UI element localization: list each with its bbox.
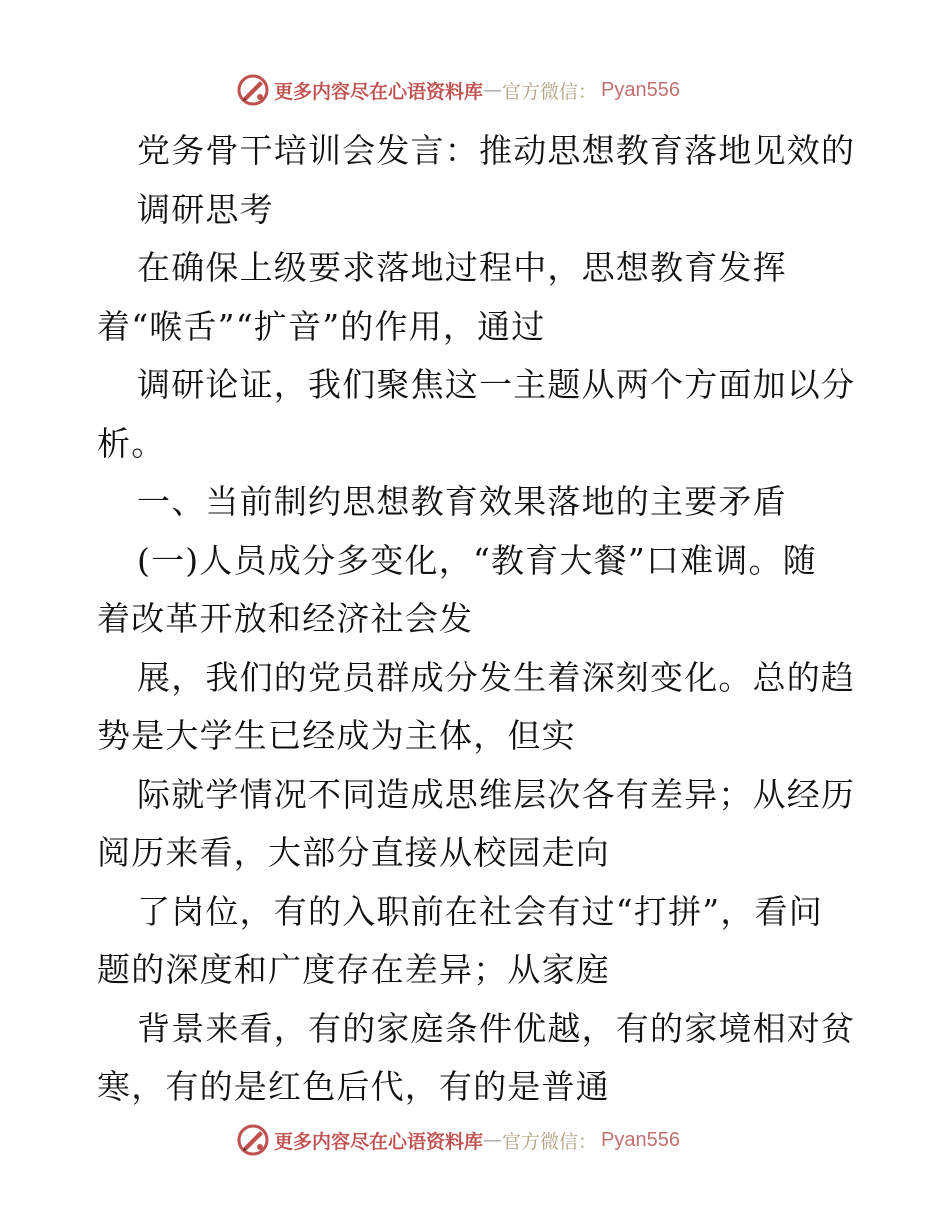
watermark-wechat-label: 官方微信： <box>502 1130 598 1153</box>
paragraph-line: 题的深度和广度存在差异；从家庭 <box>97 950 610 989</box>
header-watermark <box>236 72 680 108</box>
pen-heart-logo-icon <box>236 73 270 107</box>
document-title-line-1: 党务骨干培训会发言：推动思想教育落地见效的 <box>137 131 856 170</box>
paragraph-line: 势是大学生已经成为主体，但实 <box>97 716 576 755</box>
paragraph-line: 析。 <box>97 423 166 463</box>
paragraph-line: 了岗位，有的入职前在社会有过“打拼”，看问 <box>137 891 823 931</box>
watermark-separator: — <box>483 79 503 101</box>
paragraph-line: 阅历来看，大部分直接从校园走向 <box>97 833 610 872</box>
paragraph-line: 着改革开放和经济社会发 <box>97 599 474 638</box>
document-body <box>97 122 857 1117</box>
paragraph-line: 背景来看，有的家庭条件优越，有的家境相对贫 <box>137 1008 856 1048</box>
watermark-wechat-id: Pyan556 <box>601 78 680 101</box>
watermark-site-text: 更多内容尽在心语资料库 <box>274 80 484 103</box>
footer-watermark <box>236 1122 680 1158</box>
watermark-separator: — <box>483 1129 503 1151</box>
watermark-wechat-id: Pyan556 <box>601 1128 680 1151</box>
subsection-heading-line: (一)人员成分多变化，“教育大餐”口难调。随 <box>137 540 817 580</box>
document-title-line-2: 调研思考 <box>137 189 274 229</box>
paragraph-line: 在确保上级要求落地过程中，思想教育发挥 <box>137 248 787 287</box>
paragraph-line: 着“喉舌”“扩音”的作用，通过 <box>97 306 546 346</box>
paragraph-line: 展，我们的党员群成分发生着深刻变化。总的趋 <box>137 657 856 697</box>
pen-heart-logo-icon <box>236 1123 270 1157</box>
paragraph-line: 寒，有的是红色后代，有的是普通 <box>97 1067 610 1106</box>
paragraph-line: 际就学情况不同造成思维层次各有差异；从经历 <box>137 774 856 814</box>
watermark-site-text: 更多内容尽在心语资料库 <box>274 1130 484 1153</box>
watermark-wechat-label: 官方微信： <box>502 80 598 103</box>
paragraph-line: 调研论证，我们聚焦这一主题从两个方面加以分 <box>137 365 856 404</box>
section-heading: 一、当前制约思想教育效果落地的主要矛盾 <box>137 482 787 521</box>
